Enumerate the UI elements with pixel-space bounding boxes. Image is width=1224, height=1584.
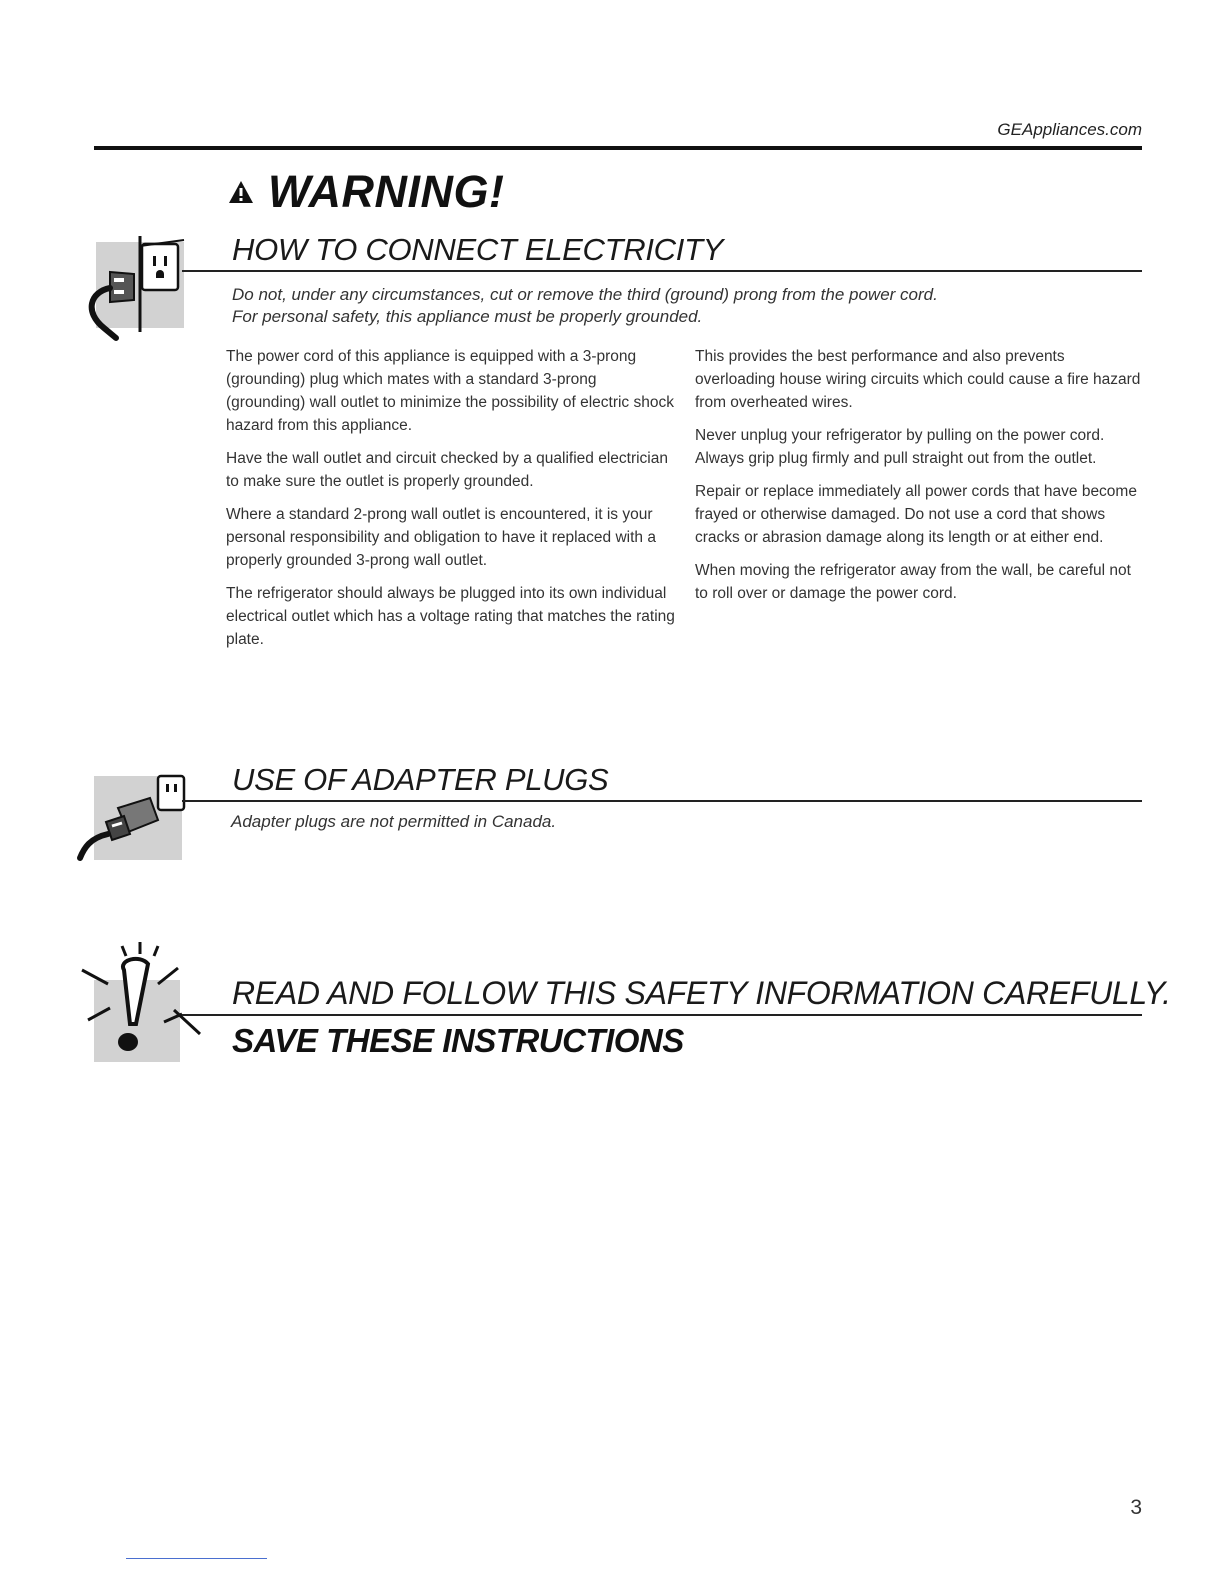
electricity-heading-rule: [182, 270, 1142, 272]
exclamation-icon: [78, 940, 204, 1066]
paragraph: Repair or replace immediately all power cords that have become frayed or otherwise damaged. Do not use a cord that shows cracks or abrasion damage along its length or at either end.: [695, 483, 1137, 546]
adapter-plug-icon: [76, 768, 186, 864]
page-number: 3: [1130, 1496, 1142, 1519]
paragraph: When moving the refrigerator away from the wall, be careful not to roll over or damage the power cord.: [695, 562, 1131, 602]
right-column: [695, 345, 1145, 615]
electricity-intro: [232, 284, 938, 328]
save-instructions: SAVE THESE INSTRUCTIONS: [232, 1022, 684, 1059]
paragraph: The refrigerator should always be plugged into its own individual electrical outlet which has a voltage rating that matches the rating plate.: [226, 585, 675, 648]
warning-title: [228, 166, 504, 218]
adapter-heading: USE OF ADAPTER PLUGS: [232, 762, 609, 797]
paragraph: This provides the best performance and also prevents overloading house wiring circuits which could cause a fire hazard from overheated wires.: [695, 348, 1141, 411]
site-url: GEAppliances.com: [997, 120, 1142, 139]
warning-triangle-icon: [228, 180, 254, 204]
left-column: [226, 345, 676, 661]
plug-outlet-icon: [80, 232, 192, 342]
electricity-heading: HOW TO CONNECT ELECTRICITY: [232, 232, 724, 267]
paragraph: Have the wall outlet and circuit checked by a qualified electrician to make sure the outlet is properly grounded.: [226, 450, 668, 490]
paragraph: Where a standard 2-prong wall outlet is encountered, it is your personal responsibility and obligation to have it replaced with a properly grounded 3-prong wall outlet.: [226, 506, 656, 569]
adapter-heading-rule: [182, 800, 1142, 802]
intro-line-1: Do not, under any circumstances, cut or remove the third (ground) prong from the power cord.: [232, 285, 938, 304]
adapter-note: Adapter plugs are not permitted in Canada.: [231, 812, 557, 831]
intro-line-2: For personal safety, this appliance must be properly grounded.: [232, 307, 703, 326]
warning-title-text: WARNING!: [268, 166, 505, 217]
safety-heading-rule: [182, 1014, 1142, 1016]
header-divider: [94, 146, 1142, 150]
safety-heading: READ AND FOLLOW THIS SAFETY INFORMATION CAREFULLY.: [232, 975, 1171, 1011]
paragraph: The power cord of this appliance is equipped with a 3-prong (grounding) plug which mates with a standard 3-prong (grounding) wall outlet to minimize the possibility of electric shock hazard from this appliance.: [226, 348, 674, 434]
paragraph: Never unplug your refrigerator by pulling on the power cord. Always grip plug firmly and pull straight out from the outlet.: [695, 427, 1105, 467]
footer-line: [126, 1558, 267, 1559]
